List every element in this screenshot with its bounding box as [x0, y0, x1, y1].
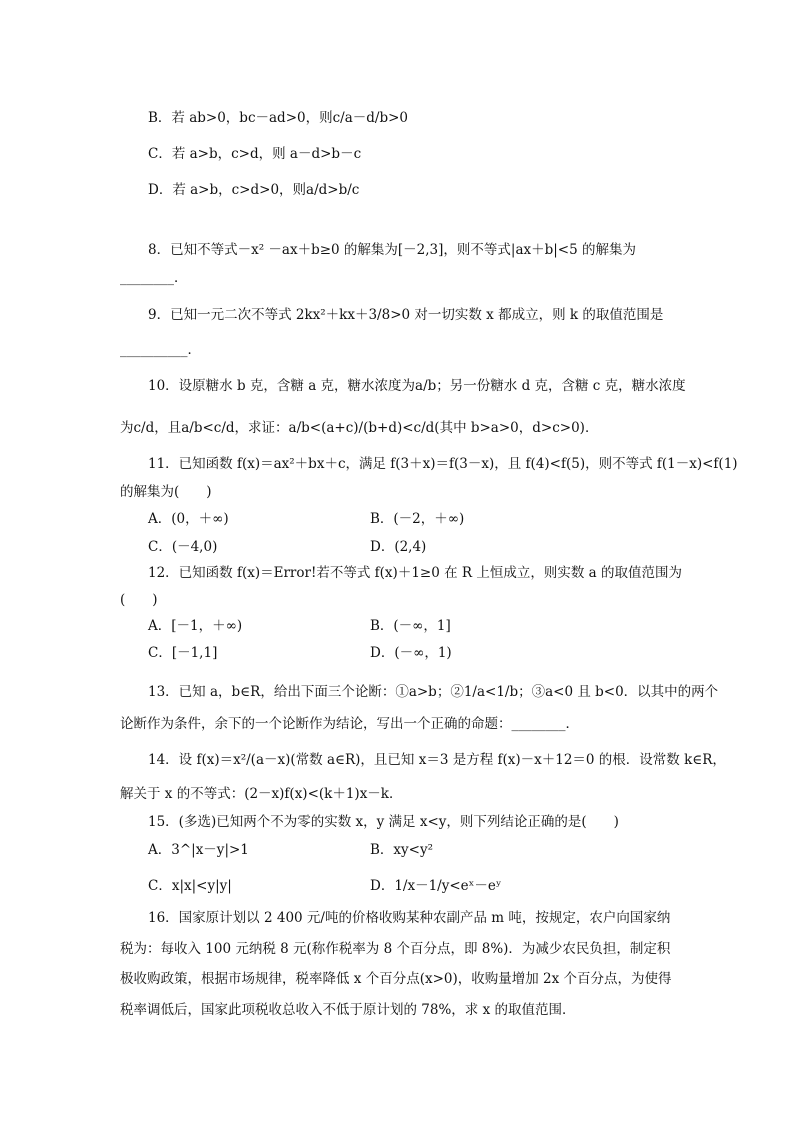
- q10-text-2: 为c/d，且a/b<c/d，求证：a/b<(a+c)/(b+d)<c/d(其中 b>a>0，d>c>0)．: [120, 420, 599, 436]
- q11-option-c: C．(－4,0): [148, 539, 218, 555]
- q11-option-d: D．(2,4): [370, 539, 427, 555]
- q7-option-b: B．若 ab>0，bc－ad>0，则c/a－d/b>0: [148, 110, 408, 126]
- q11-option-b: B．(－2，＋∞): [370, 511, 465, 527]
- q12-option-d: D．(－∞，1): [370, 645, 452, 661]
- q12-text-2: ( ): [120, 592, 158, 608]
- q15-option-c: C．x|x|<y|y|: [148, 878, 232, 894]
- q7-option-d: D．若 a>b，c>d>0，则a/d>b/c: [148, 182, 360, 198]
- q15-option-b: B．xy<y²: [370, 842, 434, 858]
- q11-text-2: 的解集为( ): [120, 484, 212, 500]
- q13-text-2: 论断作为条件，余下的一个论断作为结论，写出一个正确的命题：________．: [120, 716, 579, 732]
- q8-text: 8．已知不等式－x² －ax＋b≥0 的解集为[－2,3]，则不等式|ax＋b|<5 的解集为: [148, 242, 636, 258]
- q16-text-2: 税为：每收入 100 元纳税 8 元(称作税率为 8 个百分点，即 8%)．为减少农民负担，制定积: [120, 941, 671, 957]
- q7-option-c: C．若 a>b，c>d，则 a－d>b－c: [148, 146, 362, 162]
- q9-text: 9．已知一元二次不等式 2kx²＋kx＋3/8>0 对一切实数 x 都成立，则 k 的取值范围是: [148, 307, 664, 323]
- q9-blank: __________．: [120, 342, 201, 358]
- q11-option-a: A．(0，＋∞): [148, 511, 229, 527]
- q12-text: 12．已知函数 f(x)＝Error!若不等式 f(x)＋1≥0 在 R 上恒成立，则实数 a 的取值范围为: [148, 565, 682, 581]
- q14-text-2: 解关于 x 的不等式：(2－x)f(x)<(k＋1)x－k．: [120, 786, 403, 802]
- q8-blank: ________．: [120, 270, 188, 286]
- q13-text: 13．已知 a，b∈R，给出下面三个论断：①a>b；②1/a<1/b；③a<0 且 b<0．以其中的两个: [148, 684, 719, 700]
- q15-option-a: A．3^|x－y|>1: [148, 842, 249, 858]
- q14-text: 14．设 f(x)＝x²/(a－x)(常数 a∈R)，且已知 x＝3 是方程 f(x)－x＋12＝0 的根．设常数 k∈R，: [148, 752, 726, 768]
- q15-option-d: D．1/x－1/y<eˣ－eʸ: [370, 878, 502, 894]
- q16-text: 16．国家原计划以 2 400 元/吨的价格收购某种农副产品 m 吨，按规定，农户向国家纳: [148, 910, 671, 926]
- q16-text-3: 极收购政策，根据市场规律，税率降低 x 个百分点(x>0)，收购量增加 2x 个百分点，为使得: [120, 971, 672, 987]
- q11-text: 11．已知函数 f(x)＝ax²＋bx＋c，满足 f(3＋x)＝f(3－x)，且 f(4)<f(5)，则不等式 f(1－x)<f(1): [148, 456, 738, 472]
- q12-option-c: C．[－1,1]: [148, 645, 218, 661]
- q10-text: 10．设原糖水 b 克，含糖 a 克，糖水浓度为a/b；另一份糖水 d 克，含糖 c 克，糖水浓度: [148, 378, 686, 394]
- q15-text: 15．(多选)已知两个不为零的实数 x，y 满足 x<y，则下列结论正确的是( ): [148, 814, 619, 830]
- q16-text-4: 税率调低后，国家此项税收总收入不低于原计划的 78%，求 x 的取值范围．: [120, 1002, 576, 1018]
- q12-option-b: B．(－∞，1]: [370, 618, 451, 634]
- q12-option-a: A．[－1，＋∞): [148, 618, 243, 634]
